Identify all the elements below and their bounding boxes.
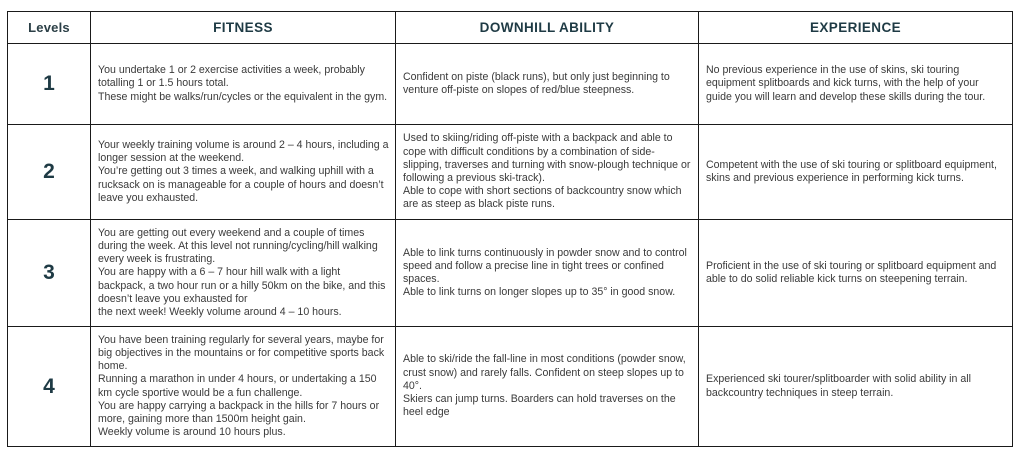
fitness-text: You undertake 1 or 2 exercise activities a week, probably totalling 1 or 1.5 hours total. xyxy=(98,64,365,90)
fitness-text: You are happy with a 6 – 7 hour hill walk with a light backpack, a two hour run or a hilly 50km on the bike, and this doesn’t leave you exhausted for xyxy=(98,266,386,305)
fitness-text: You have been training regularly for several years, maybe for big objectives in the mountains or for competitive sports back home. xyxy=(98,333,385,373)
fitness-text: You are getting out every weekend and a couple of times during the week. At this level not running/cycling/hill walking every week is frustrating. xyxy=(98,226,378,266)
header-downhill-ability: DOWNHILL ABILITY xyxy=(396,12,699,44)
level-number: 1 xyxy=(8,44,91,125)
ski-levels-table xyxy=(7,11,1013,447)
downhill-cell xyxy=(396,125,699,220)
experience-cell xyxy=(699,44,1013,125)
downhill-cell xyxy=(396,44,699,125)
downhill-cell xyxy=(396,327,699,447)
table-row-level-4 xyxy=(8,327,1013,447)
downhill-text: Able to link turns continuously in powder snow and to control speed and follow a precise line in tight trees or confined spaces. xyxy=(403,246,687,285)
downhill-text: Used to skiing/riding off-piste with a backpack and able to cope with difficult conditions by a combination of side-slipping, traverses and turning with snow-plough technique or following a previous ski-track). xyxy=(403,132,691,184)
experience-text: No previous experience in the use of skins, ski touring equipment splitboards and kick turns, with the help of your guide you will learn and develop these skills during the tour. xyxy=(706,64,986,103)
table-row-level-2 xyxy=(8,125,1013,220)
experience-text: Proficient in the use of ski touring or splitboard equipment and able to do solid reliable kick turns on steepening terrain. xyxy=(706,259,997,285)
fitness-cell xyxy=(91,220,396,327)
experience-text: Competent with the use of ski touring or splitboard equipment, skins and previous experience in performing kick turns. xyxy=(706,158,997,184)
fitness-cell xyxy=(91,125,396,220)
table-row-level-1 xyxy=(8,44,1013,125)
fitness-text: You’re getting out 3 times a week, and walking uphill with a rucksack on is manageable for a couple of hours and doesn’t leave you exhausted. xyxy=(98,165,384,204)
header-row xyxy=(8,12,1013,44)
header-levels: Levels xyxy=(8,12,91,44)
table-row-level-3 xyxy=(8,220,1013,327)
experience-cell xyxy=(699,220,1013,327)
fitness-text: Running a marathon in under 4 hours, or undertaking a 150 km cycle sportive would be a fun challenge. xyxy=(98,373,377,399)
fitness-text: You are happy carrying a backpack in the hills for 7 hours or more, gaining more than 1500m height gain. xyxy=(98,399,380,425)
fitness-text: Your weekly training volume is around 2 – 4 hours, including a longer session at the weekend. xyxy=(98,138,389,165)
level-number: 3 xyxy=(8,220,91,327)
downhill-cell xyxy=(396,220,699,327)
level-number: 4 xyxy=(8,327,91,447)
fitness-cell xyxy=(91,327,396,447)
downhill-text: Able to cope with short sections of backcountry snow which are as steep as black piste runs. xyxy=(403,185,682,211)
experience-cell xyxy=(699,125,1013,220)
fitness-text: These might be walks/run/cycles or the equivalent in the gym. xyxy=(98,90,388,103)
experience-cell xyxy=(699,327,1013,447)
header-fitness: FITNESS xyxy=(91,12,396,44)
downhill-text: Able to link turns on longer slopes up to 35° in good snow. xyxy=(403,286,676,299)
fitness-cell xyxy=(91,44,396,125)
downhill-text: Skiers can jump turns. Boarders can hold traverses on the heel edge xyxy=(403,393,676,419)
experience-text: Experienced ski tourer/splitboarder with solid ability in all backcountry techniques in steep terrain. xyxy=(706,373,971,399)
downhill-text: Confident on piste (black runs), but only just beginning to venture off-piste on slopes of red/blue steepness. xyxy=(403,70,670,96)
header-experience: EXPERIENCE xyxy=(699,12,1013,44)
fitness-text: the next week! Weekly volume around 4 – 10 hours. xyxy=(98,306,342,318)
fitness-text: Weekly volume is around 10 hours plus. xyxy=(98,426,286,439)
level-number: 2 xyxy=(8,125,91,220)
downhill-text: Able to ski/ride the fall-line in most conditions (powder snow, crust snow) and rarely falls. Confident on steep slopes up to 40°. xyxy=(403,353,686,392)
